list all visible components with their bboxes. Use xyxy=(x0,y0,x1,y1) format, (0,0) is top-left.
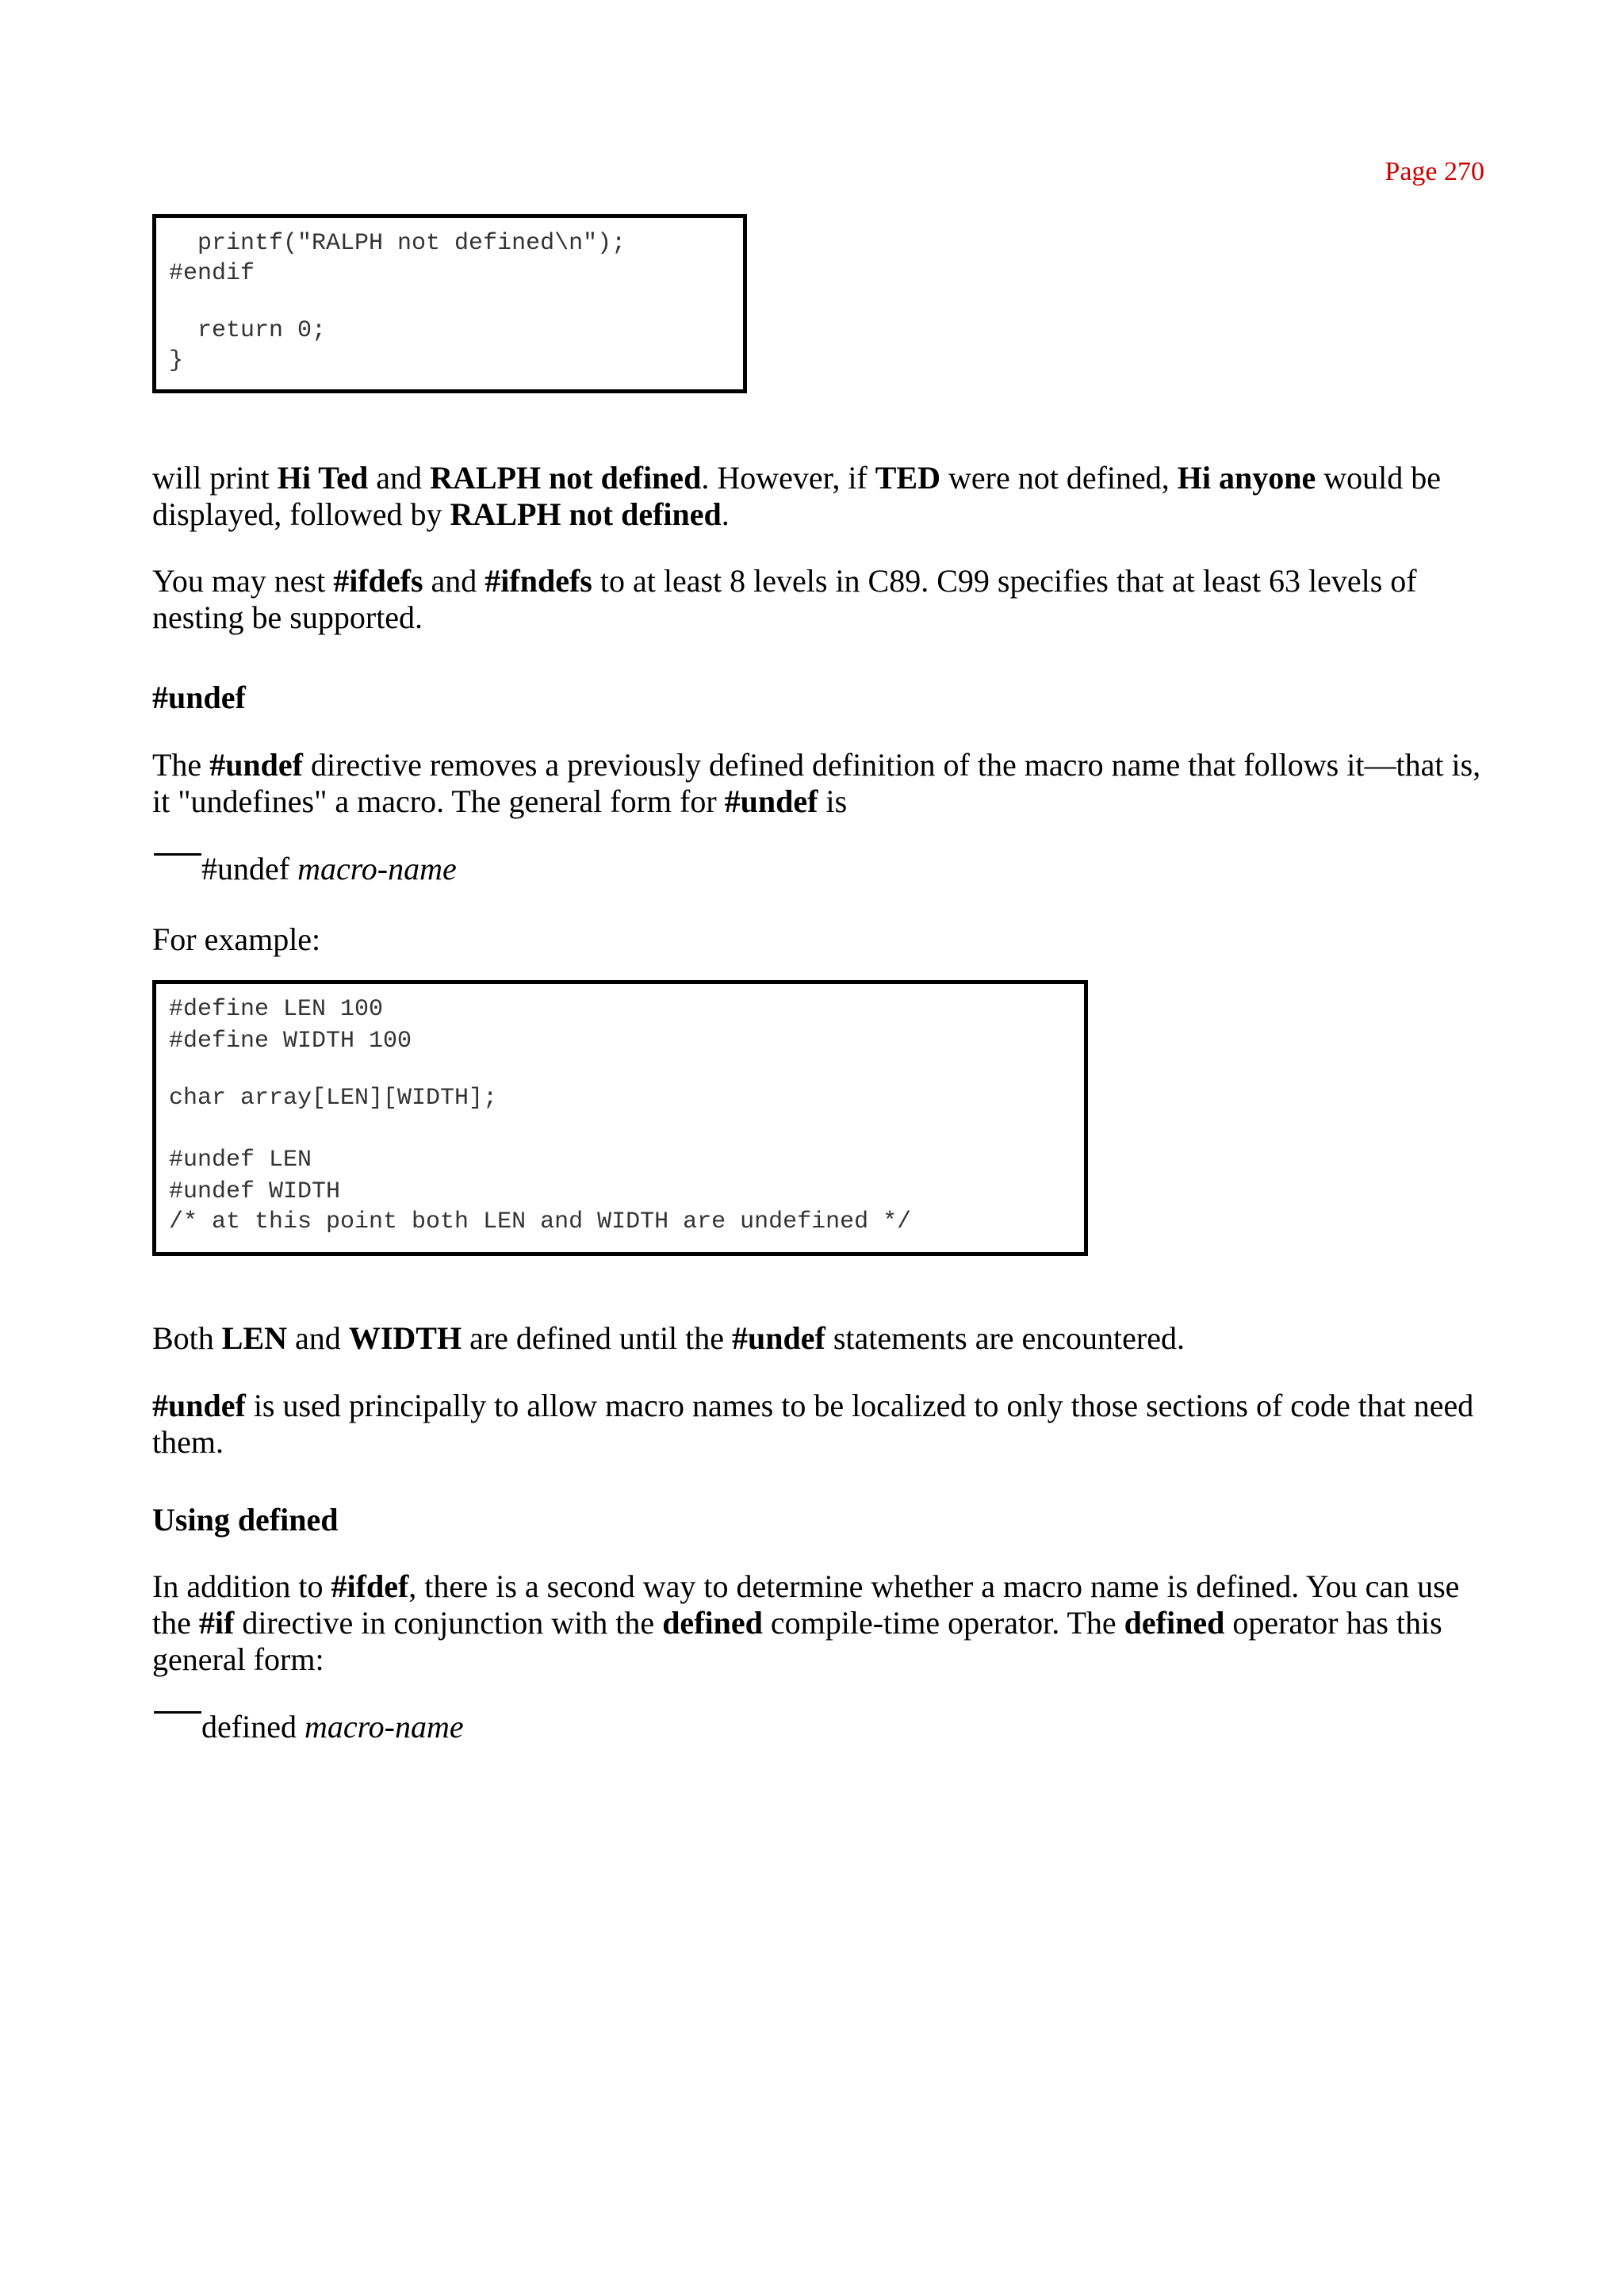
code-line: #define WIDTH 100 xyxy=(169,1028,412,1055)
code-line: /* at this point both LEN and WIDTH are undefined */ xyxy=(169,1208,912,1235)
text: You may nest xyxy=(152,563,334,599)
paragraph-6 xyxy=(152,1568,1492,1678)
text: . xyxy=(721,496,730,532)
bold-text: defined xyxy=(1124,1605,1225,1641)
bold-text: Hi anyone xyxy=(1177,460,1316,496)
section-heading-using-defined: Using defined xyxy=(152,1502,339,1538)
bold-text: LEN xyxy=(221,1320,288,1356)
paragraph-2 xyxy=(152,563,1492,636)
form-argument: macro-name xyxy=(304,1709,464,1744)
bold-text: #undef xyxy=(724,783,818,819)
text: and xyxy=(423,563,485,599)
section-heading-undef: #undef xyxy=(152,680,246,715)
text: directive in conjunction with the xyxy=(234,1605,663,1641)
code-line: #undef WIDTH xyxy=(169,1178,341,1205)
bold-text: #ifdefs xyxy=(333,563,423,599)
text: would be displayed, followed by xyxy=(152,460,1442,532)
bold-text: #ifdef xyxy=(331,1568,409,1604)
bold-text: #undef xyxy=(209,747,303,783)
code-line: #endif xyxy=(169,260,255,287)
bold-text: TED xyxy=(875,460,940,496)
text: are defined until the xyxy=(462,1320,733,1356)
text: is xyxy=(818,783,848,819)
text: statements are encountered. xyxy=(825,1320,1185,1356)
text: directive removes a previously defined definition of the macro name that follows it—that is, it "undefines" a macro. The general form for xyxy=(152,747,1481,819)
bold-text: Hi Ted xyxy=(277,460,369,496)
text: operator has this general form: xyxy=(152,1605,1442,1677)
code-line: return 0; xyxy=(169,317,327,344)
bold-text: defined xyxy=(662,1605,763,1641)
text: were not defined, xyxy=(940,460,1178,496)
text: will print xyxy=(152,460,278,496)
general-form-undef xyxy=(201,850,457,887)
bold-text: WIDTH xyxy=(348,1320,462,1356)
text: Both xyxy=(152,1320,222,1356)
bold-text: RALPH not defined xyxy=(430,460,702,496)
text: , there is a second way to determine whether a macro name is defined. You can use the xyxy=(152,1568,1460,1641)
text: The xyxy=(152,747,210,783)
code-line: char array[LEN][WIDTH]; xyxy=(169,1085,498,1112)
code-line: #define LEN 100 xyxy=(169,996,384,1023)
paragraph-3 xyxy=(152,747,1492,820)
paragraph-1 xyxy=(152,460,1492,533)
text: to at least 8 levels in C89. C99 specifies that at least 63 levels of nesting be supported. xyxy=(152,563,1417,635)
code-block-2 xyxy=(152,980,1088,1256)
bold-text: #if xyxy=(198,1605,235,1641)
paragraph-5 xyxy=(152,1388,1492,1461)
text: . However, if xyxy=(701,460,875,496)
code-line: } xyxy=(169,347,184,374)
text: is used principally to allow macro names to be localized to only those sections of code that need them. xyxy=(152,1388,1474,1460)
code-line: #undef LEN xyxy=(169,1147,312,1174)
paragraph-4 xyxy=(152,1320,1492,1357)
bold-text: RALPH not defined xyxy=(450,496,722,532)
form-marker-line xyxy=(154,853,201,856)
text: In addition to xyxy=(152,1568,331,1604)
text: compile-time operator. The xyxy=(762,1605,1124,1641)
form-argument: macro-name xyxy=(297,851,457,887)
text: and xyxy=(368,460,431,496)
form-keyword: #undef xyxy=(201,851,298,887)
bold-text: #ifndefs xyxy=(485,563,592,599)
form-marker-line xyxy=(154,1711,201,1714)
code-block-1 xyxy=(152,214,747,393)
bold-text: #undef xyxy=(732,1320,825,1356)
for-example-label: For example: xyxy=(152,921,321,957)
bold-text: #undef xyxy=(152,1388,246,1423)
page-number: Page 270 xyxy=(1385,157,1484,186)
code-line: printf("RALPH not defined\n"); xyxy=(169,230,626,257)
general-form-defined xyxy=(201,1708,464,1745)
form-keyword: defined xyxy=(201,1709,304,1744)
text: and xyxy=(287,1320,349,1356)
